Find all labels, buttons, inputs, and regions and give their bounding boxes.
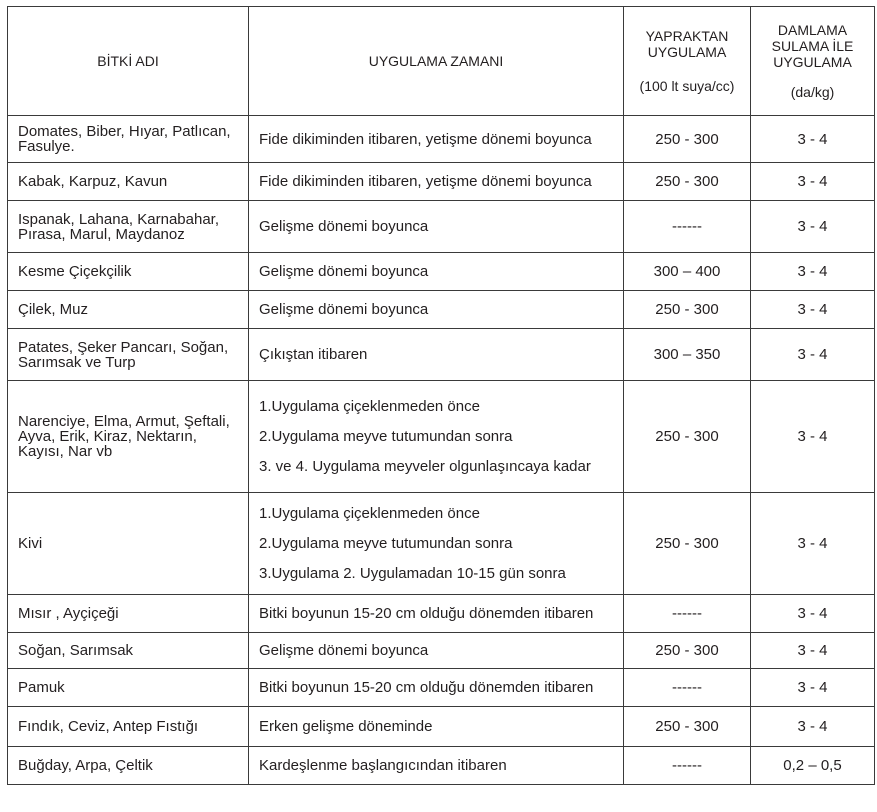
header-time bbox=[249, 7, 624, 116]
foliar-dose: 250 - 300 bbox=[655, 535, 719, 552]
foliar-dose: ------ bbox=[672, 605, 702, 622]
foliar-dose-cell bbox=[624, 493, 751, 595]
drip-dose: 3 - 4 bbox=[797, 130, 828, 148]
table-row bbox=[8, 163, 875, 201]
plant-name-cell bbox=[8, 707, 249, 747]
plant-name: Patates, Şeker Pancarı, Soğan, Sarımsak ve Turp bbox=[18, 338, 229, 371]
application-time-text: Gelişme dönemi boyunca bbox=[259, 218, 429, 235]
application-time-cell bbox=[249, 493, 624, 595]
drip-dose-cell bbox=[751, 253, 875, 291]
plant-name: Ispanak, Lahana, Karnabahar, Pırasa, Marul, Maydanoz bbox=[18, 210, 219, 243]
plant-name: Narenciye, Elma, Armut, Şeftali, Ayva, Erik, Kiraz, Nektarın, Kayısı, Nar vb bbox=[18, 413, 230, 460]
foliar-dose-cell bbox=[624, 595, 751, 633]
plant-name-cell bbox=[8, 595, 249, 633]
table-row bbox=[8, 707, 875, 747]
table-row bbox=[8, 329, 875, 381]
application-time-text: Gelişme dönemi boyunca bbox=[259, 642, 429, 659]
drip-dose-cell bbox=[751, 291, 875, 329]
application-time-cell bbox=[249, 201, 624, 253]
drip-dose: 3 - 4 bbox=[797, 346, 828, 363]
foliar-dose: 250 - 300 bbox=[655, 428, 719, 445]
foliar-dose-cell bbox=[624, 633, 751, 669]
foliar-dose-cell bbox=[624, 201, 751, 253]
drip-dose: 3 - 4 bbox=[797, 218, 828, 235]
drip-dose-cell bbox=[751, 381, 875, 493]
table-row bbox=[8, 116, 875, 163]
plant-name-cell bbox=[8, 747, 249, 785]
drip-dose: 0,2 – 0,5 bbox=[783, 757, 842, 774]
foliar-dose: 250 - 300 bbox=[655, 642, 719, 659]
header-time-label: UYGULAMA ZAMANI bbox=[368, 53, 504, 69]
foliar-dose-cell bbox=[624, 116, 751, 163]
foliar-dose: 250 - 300 bbox=[655, 130, 719, 148]
application-time-text: 3.Uygulama 2. Uygulamadan 10-15 gün sonra bbox=[259, 564, 566, 582]
foliar-dose: 250 - 300 bbox=[655, 173, 719, 190]
drip-dose: 3 - 4 bbox=[797, 535, 828, 552]
application-time-cell bbox=[249, 633, 624, 669]
plant-name-cell bbox=[8, 116, 249, 163]
header-drip bbox=[751, 7, 875, 116]
application-time-text: 1.Uygulama çiçeklenmeden önce bbox=[259, 397, 480, 415]
application-time-text: Çıkıştan itibaren bbox=[259, 346, 368, 363]
application-time-text: Bitki boyunun 15-20 cm olduğu dönemden itibaren bbox=[259, 679, 594, 696]
drip-dose: 3 - 4 bbox=[797, 605, 828, 622]
header-plant-label: BİTKİ ADI bbox=[97, 53, 159, 69]
application-time-cell bbox=[249, 253, 624, 291]
plant-name-cell bbox=[8, 291, 249, 329]
plant-name: Mısır , Ayçiçeği bbox=[18, 605, 119, 622]
application-time-text: Gelişme dönemi boyunca bbox=[259, 301, 429, 318]
foliar-dose: 250 - 300 bbox=[655, 301, 719, 318]
header-drip-label: DAMLAMA SULAMA İLE UYGULAMA bbox=[771, 22, 854, 70]
drip-dose-cell bbox=[751, 163, 875, 201]
application-time-cell bbox=[249, 669, 624, 707]
plant-name-cell bbox=[8, 201, 249, 253]
application-time-cell bbox=[249, 116, 624, 163]
foliar-dose-cell bbox=[624, 253, 751, 291]
plant-name-cell bbox=[8, 253, 249, 291]
foliar-dose-cell bbox=[624, 669, 751, 707]
application-time-text: 3. ve 4. Uygulama meyveler olgunlaşıncaya kadar bbox=[259, 457, 591, 475]
foliar-dose: ------ bbox=[672, 218, 702, 235]
foliar-dose: 300 – 400 bbox=[653, 263, 721, 280]
table-row bbox=[8, 669, 875, 707]
table-header-row bbox=[8, 7, 875, 116]
header-drip-unit: (da/kg) bbox=[790, 84, 835, 100]
drip-dose: 3 - 4 bbox=[797, 428, 828, 445]
plant-name-cell bbox=[8, 329, 249, 381]
drip-dose: 3 - 4 bbox=[797, 679, 828, 696]
plant-name-cell bbox=[8, 493, 249, 595]
foliar-dose: 250 - 300 bbox=[655, 718, 719, 735]
application-time-text: Kardeşlenme başlangıcından itibaren bbox=[259, 757, 507, 774]
application-time-text: Fide dikiminden itibaren, yetişme dönemi boyunca bbox=[259, 130, 592, 148]
plant-name: Domates, Biber, Hıyar, Patlıcan, Fasulye. bbox=[18, 123, 231, 155]
foliar-dose: 300 – 350 bbox=[653, 346, 721, 363]
foliar-dose-cell bbox=[624, 707, 751, 747]
application-time-text: Gelişme dönemi boyunca bbox=[259, 263, 429, 280]
application-time-cell bbox=[249, 291, 624, 329]
foliar-dose-cell bbox=[624, 329, 751, 381]
table-row bbox=[8, 493, 875, 595]
foliar-dose-cell bbox=[624, 291, 751, 329]
plant-name: Pamuk bbox=[18, 679, 65, 696]
plant-name-cell bbox=[8, 163, 249, 201]
drip-dose-cell bbox=[751, 633, 875, 669]
foliar-dose-cell bbox=[624, 381, 751, 493]
drip-dose-cell bbox=[751, 493, 875, 595]
drip-dose: 3 - 4 bbox=[797, 263, 828, 280]
table-row bbox=[8, 595, 875, 633]
table-body bbox=[8, 116, 875, 785]
header-plant bbox=[8, 7, 249, 116]
drip-dose: 3 - 4 bbox=[797, 642, 828, 659]
drip-dose-cell bbox=[751, 329, 875, 381]
drip-dose: 3 - 4 bbox=[797, 173, 828, 190]
application-time-text: Bitki boyunun 15-20 cm olduğu dönemden itibaren bbox=[259, 605, 594, 622]
plant-name-cell bbox=[8, 669, 249, 707]
dosage-table bbox=[7, 6, 875, 785]
application-time-cell bbox=[249, 381, 624, 493]
plant-name: Fındık, Ceviz, Antep Fıstığı bbox=[18, 718, 199, 735]
plant-name-cell bbox=[8, 381, 249, 493]
application-time-cell bbox=[249, 163, 624, 201]
plant-name: Soğan, Sarımsak bbox=[18, 642, 134, 659]
foliar-dose-cell bbox=[624, 747, 751, 785]
drip-dose-cell bbox=[751, 116, 875, 163]
dosage-table-container bbox=[7, 6, 870, 785]
header-foliar-unit: (100 lt suya/cc) bbox=[639, 78, 735, 94]
drip-dose-cell bbox=[751, 201, 875, 253]
drip-dose-cell bbox=[751, 669, 875, 707]
plant-name: Kivi bbox=[18, 535, 43, 552]
application-time-text: Erken gelişme döneminde bbox=[259, 718, 433, 735]
plant-name: Kabak, Karpuz, Kavun bbox=[18, 173, 168, 190]
drip-dose-cell bbox=[751, 707, 875, 747]
foliar-dose: ------ bbox=[672, 757, 702, 774]
table-row bbox=[8, 633, 875, 669]
application-time-cell bbox=[249, 329, 624, 381]
application-time-cell bbox=[249, 747, 624, 785]
application-time-text: 2.Uygulama meyve tutumundan sonra bbox=[259, 427, 513, 445]
application-time-text: 1.Uygulama çiçeklenmeden önce bbox=[259, 504, 480, 522]
table-row bbox=[8, 291, 875, 329]
header-foliar-label: YAPRAKTAN UYGULAMA bbox=[645, 28, 729, 60]
plant-name: Buğday, Arpa, Çeltik bbox=[18, 757, 153, 774]
application-time-cell bbox=[249, 707, 624, 747]
foliar-dose-cell bbox=[624, 163, 751, 201]
plant-name: Çilek, Muz bbox=[18, 301, 89, 318]
drip-dose-cell bbox=[751, 747, 875, 785]
foliar-dose: ------ bbox=[672, 679, 702, 696]
drip-dose-cell bbox=[751, 595, 875, 633]
table-row bbox=[8, 381, 875, 493]
table-row bbox=[8, 253, 875, 291]
plant-name: Kesme Çiçekçilik bbox=[18, 263, 132, 280]
table-row bbox=[8, 201, 875, 253]
application-time-text: 2.Uygulama meyve tutumundan sonra bbox=[259, 534, 513, 552]
table-row bbox=[8, 747, 875, 785]
drip-dose: 3 - 4 bbox=[797, 718, 828, 735]
drip-dose: 3 - 4 bbox=[797, 301, 828, 318]
plant-name-cell bbox=[8, 633, 249, 669]
header-foliar bbox=[624, 7, 751, 116]
application-time-text: Fide dikiminden itibaren, yetişme dönemi boyunca bbox=[259, 173, 592, 190]
application-time-cell bbox=[249, 595, 624, 633]
